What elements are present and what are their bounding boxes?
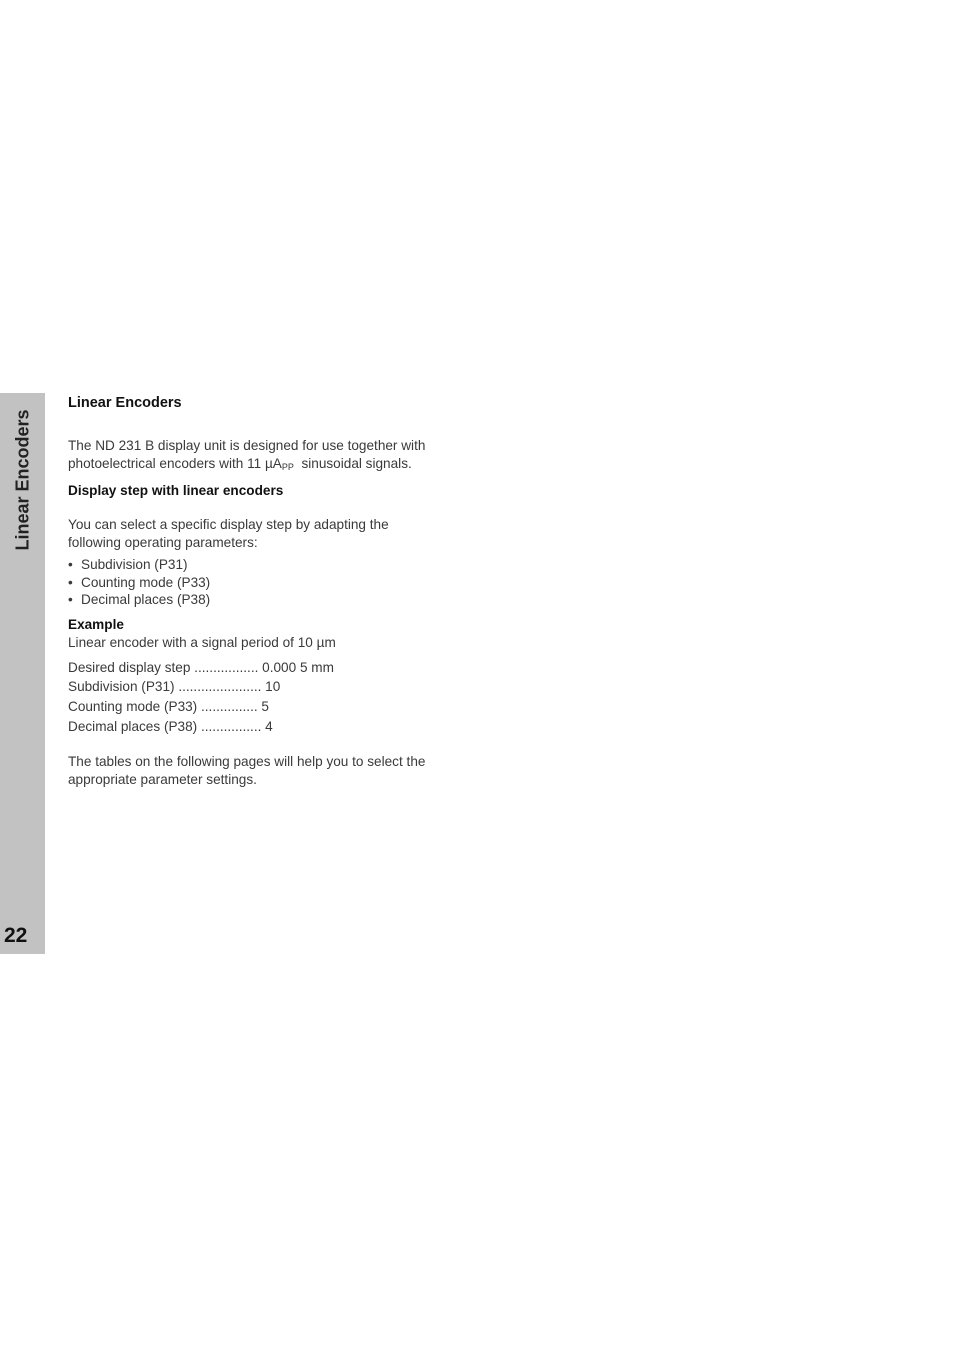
parameter-row: Counting mode (P33) ............... 5: [68, 699, 269, 715]
parameter-row: Subdivision (P31) ...................... 10: [68, 679, 281, 695]
pp-subscript: PP: [281, 462, 294, 472]
closing-line: appropriate parameter settings.: [68, 771, 257, 787]
example-parameters: [68, 658, 468, 737]
list-item-text: Subdivision (P31): [81, 557, 188, 572]
intro-paragraph: [68, 437, 468, 473]
select-paragraph: [68, 516, 468, 552]
bullet-glyph: •: [68, 574, 73, 590]
intro-text: photoelectrical encoders with 11 µA: [68, 456, 282, 471]
bullet-glyph: •: [68, 557, 73, 572]
display-step-heading: Display step with linear encoders: [68, 483, 284, 498]
select-line: You can select a specific display step by adapting the: [68, 517, 389, 532]
closing-line: The tables on the following pages will help you to select the: [68, 753, 426, 769]
list-item: [68, 591, 468, 609]
list-item: [68, 574, 468, 592]
list-item-text: Counting mode (P33): [81, 574, 211, 590]
closing-paragraph: [68, 753, 468, 789]
page-heading: Linear Encoders: [68, 395, 182, 411]
intro-line: The ND 231 B display unit is designed for use together with: [68, 438, 426, 453]
list-item: [68, 556, 468, 574]
list-item-text: Decimal places (P38): [81, 592, 211, 607]
parameter-row: Decimal places (P38) ................ 4: [68, 718, 273, 734]
page-number: 22: [4, 924, 28, 947]
bullet-glyph: •: [68, 592, 73, 607]
example-text: Linear encoder with a signal period of 10 µm: [68, 634, 336, 650]
example-heading: Example: [68, 616, 124, 632]
section-tab-label: Linear Encoders: [12, 409, 33, 551]
parameter-row: Desired display step ................. 0.000 5 mm: [68, 659, 334, 675]
intro-line: [68, 455, 468, 473]
intro-text: sinusoidal signals.: [293, 456, 412, 471]
parameter-list: [68, 556, 468, 609]
main-content: [68, 393, 468, 789]
select-line: following operating parameters:: [68, 535, 258, 550]
